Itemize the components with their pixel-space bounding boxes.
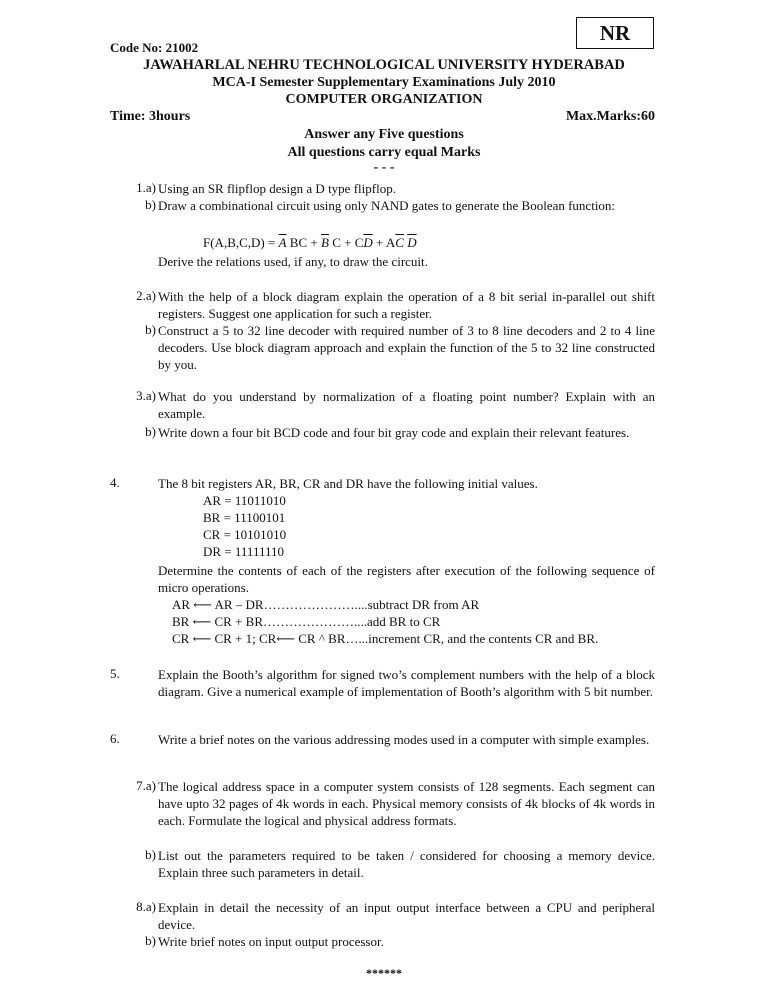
register-dr: DR = 11111110: [203, 544, 284, 559]
q2b-text: Construct a 5 to 32 line decoder with required number of 3 to 8 line decoders and 2 to 4 line decoders. Use block diagram approach and explain the function of the 5 to 32 line constructed by you.: [158, 323, 655, 373]
q8b-number: b): [145, 933, 156, 948]
q8b-text: Write brief notes on input output processor.: [158, 934, 384, 949]
q3a-number: 3.a): [136, 388, 156, 403]
q6-text: Write a brief notes on the various addressing modes used in a computer with simple examples.: [158, 732, 650, 747]
register-ar: AR = 11011010: [203, 493, 286, 508]
q4-determine: Determine the contents of each of the registers after execution of the following sequence of micro operations.: [158, 563, 655, 596]
instruction-answer: Answer any Five questions: [304, 127, 464, 142]
q7a-text: The logical address space in a computer system consists of 128 segments. Each segment can have upto 32 pages of 4k words in each. Physical memory consists of 4k blocks of 4k words in each. Formulate the logical and physical address formats.: [158, 779, 655, 829]
q8a-text: Explain in detail the necessity of an input output interface between a CPU and peripheral device.: [158, 900, 655, 933]
exam-time: Time: 3hours: [110, 109, 191, 124]
q1b-number: b): [145, 197, 156, 212]
q4-intro: The 8 bit registers AR, BR, CR and DR have the following initial values.: [158, 476, 538, 491]
boolean-function: $F(A,B,C,D) = \overline{A}$ BC + $\overline{B}$ $C + C\overline{D} + A\overline{C}$ $\overline{D}$: [203, 235, 417, 250]
nr-badge: NR: [576, 17, 654, 49]
max-marks: Max.Marks:60: [565, 109, 655, 124]
q7b-text: List out the parameters required to be taken / considered for choosing a memory device. Explain three such parameters in detail.: [158, 848, 655, 881]
q2a-text: With the help of a block diagram explain the operation of a 8 bit serial in-parallel out shift registers. Suggest one application for such a register.: [158, 289, 655, 322]
q7b-number: b): [145, 847, 156, 862]
q5-text: Explain the Booth’s algorithm for signed two’s complement numbers with the help of a block diagram. Give a numerical example of implementation of Booth’s algorithm with 5 bit number.: [158, 667, 655, 700]
micro-op-1: AR ⟵ AR – DR…………………....subtract DR from AR: [172, 597, 480, 612]
separator: - - -: [373, 160, 395, 175]
q7a-number: 7.a): [136, 778, 156, 793]
q2a-number: 2.a): [136, 288, 156, 303]
q3b-text: Write down a four bit BCD code and four bit gray code and explain their relevant features.: [158, 425, 630, 440]
q8a-number: 8.a): [136, 899, 156, 914]
q1b-text: Draw a combinational circuit using only NAND gates to generate the Boolean function:: [158, 198, 616, 213]
q1a-number: 1.a): [136, 180, 156, 195]
register-cr: CR = 10101010: [203, 527, 287, 542]
q1a-text: Using an SR flipflop design a D type flipflop.: [158, 181, 396, 196]
exam-title: MCA-I Semester Supplementary Examinations July 2010: [212, 75, 556, 90]
instruction-marks: All questions carry equal Marks: [287, 145, 481, 160]
micro-op-2: BR ⟵ CR + BR…………………....add BR to CR: [172, 614, 441, 629]
q6-number: 6.: [110, 731, 120, 746]
q4-number: 4.: [110, 475, 120, 490]
q2b-number: b): [145, 322, 156, 337]
q3a-text: What do you understand by normalization of a floating point number? Explain with an example.: [158, 389, 655, 422]
q5-number: 5.: [110, 666, 120, 681]
footer-stars: ******: [366, 966, 402, 980]
code-number: Code No: 21002: [110, 40, 199, 55]
university-name: JAWAHARLAL NEHRU TECHNOLOGICAL UNIVERSITY HYDERABAD: [143, 57, 625, 73]
q1b-derive: Derive the relations used, if any, to draw the circuit.: [158, 254, 428, 269]
micro-op-3: CR ⟵ CR + 1; CR⟵ CR ^ BR…...increment CR, and the contents CR and BR.: [172, 631, 599, 646]
q3b-number: b): [145, 424, 156, 439]
register-br: BR = 11100101: [203, 510, 286, 525]
subject-title: COMPUTER ORGANIZATION: [285, 92, 483, 107]
